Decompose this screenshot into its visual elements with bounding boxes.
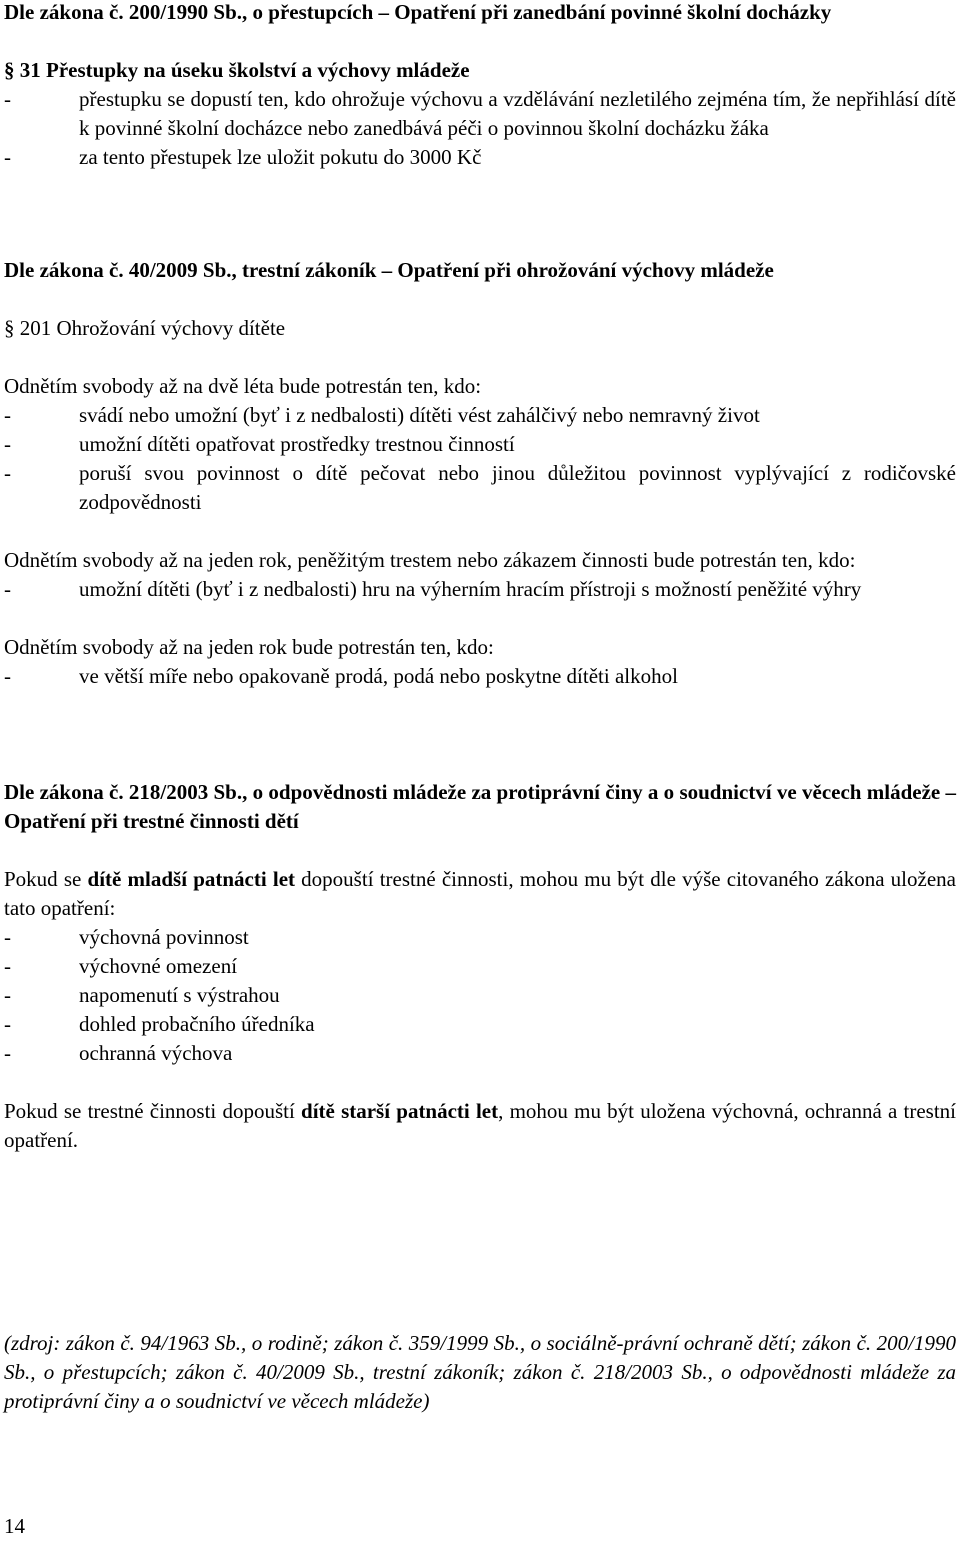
list-marker: - [4,954,11,978]
list-item-text: poruší svou povinnost o dítě pečovat nebo jinou důležitou povinnost vyplývající z rodičovské zodpovědnosti [79,461,956,514]
block-intro: Odnětím svobody až na jeden rok, peněžitým trestem nebo zákazem činnosti bude potrestán ten, kdo: [4,548,856,572]
paragraph-text: Pokud se [4,867,88,891]
section-heading [4,256,956,285]
paragraph-text: , mohou mu být uložena výchovná, ochranná a trestní opatření. [4,1099,956,1152]
source-note [4,1329,956,1416]
list-marker: - [4,432,11,456]
paragraph-title [4,314,956,343]
paragraph-title-text: 201 Ohrožování výchovy dítěte [19,316,286,340]
list-marker: - [4,983,11,1007]
list-marker: - [4,664,11,688]
block-intro: Odnětím svobody až na dvě léta bude potrestán ten, kdo: [4,374,482,398]
list-item [4,952,956,981]
heading-law-ref: Dle zákona č. 40/2009 Sb. [4,258,232,282]
list-marker: - [4,145,11,169]
block-intro: Odnětím svobody až na jeden rok bude potrestán ten, kdo: [4,635,494,659]
list-item [4,85,956,143]
section-odpovednost-mladeze [4,778,956,1155]
list-marker: - [4,403,11,427]
list-item-text: výchovná povinnost [79,925,249,949]
list-item-text: umožní dítěti (byť i z nedbalosti) hru na výherním hracím přístroji s možností peněžité výhry [79,577,862,601]
section-prestupky [4,0,956,172]
section-symbol: § [4,58,15,82]
paragraph [4,1097,956,1155]
list-marker: - [4,577,11,601]
section-symbol: § [4,316,15,340]
emphasis: dítě mladší patnácti let [87,867,296,891]
heading-law-title: , trestní zákoník – Opatření při ohrožování výchovy mládeže [231,258,774,282]
list-item [4,981,956,1010]
list-item-text: za tento přestupek lze uložit pokutu do 3000 Kč [79,145,482,169]
list-item-text: výchovné omezení [79,954,238,978]
list-item [4,430,956,459]
heading-law-title: , o přestupcích – Opatření při zanedbání povinné školní docházky [242,0,832,24]
emphasis: dítě starší patnácti let [301,1099,499,1123]
source-citation: (zdroj: zákon č. 94/1963 Sb., o rodině; zákon č. 359/1999 Sb., o sociálně-právní ochraně dětí; zákon č. 200/1990 Sb., o přestupcích; zákon č. 40/2009 Sb., trestní zákoník; zákon č. 218/2003 Sb., o odpovědnosti mládeže za protiprávní činy a o soudnictví ve věcech mládeže) [4,1331,956,1413]
section-trestni-zakonik [4,256,956,691]
list-item [4,1010,956,1039]
paragraph-title-text: 31 Přestupky na úseku školství a výchovy mládeže [19,58,470,82]
section-heading: Dle zákona č. 218/2003 Sb., o odpovědnosti mládeže za protiprávní činy a o soudnictví ve věcech mládeže – Opatření při trestné činnosti dětí [4,780,956,833]
list-item [4,401,956,430]
list-marker: - [4,87,11,111]
list-item [4,575,956,604]
heading-law-ref: Dle zákona č. 200/1990 Sb. [4,0,243,24]
list-item-text: umožní dítěti opatřovat prostředky trestnou činností [79,432,515,456]
list-marker: - [4,461,11,485]
paragraph-title [4,56,956,85]
list-item-text: ochranná výchova [79,1041,233,1065]
list-item [4,923,956,952]
list-item-text: ve větší míře nebo opakovaně prodá, podá nebo poskytne dítěti alkohol [79,664,678,688]
list-item [4,1039,956,1068]
list-item-text: svádí nebo umožní (byť i z nedbalosti) dítěti vést zahálčivý nebo nemravný život [79,403,760,427]
paragraph [4,865,956,923]
list-item [4,662,956,691]
section-heading [4,0,956,27]
list-item-text: napomenutí s výstrahou [79,983,280,1007]
list-marker: - [4,1012,11,1036]
page-number: 14 [4,1514,25,1538]
list-item-text: dohled probačního úředníka [79,1012,315,1036]
list-item [4,459,956,517]
list-marker: - [4,925,11,949]
paragraph-text: Pokud se trestné činnosti dopouští [4,1099,302,1123]
list-item-text: přestupku se dopustí ten, kdo ohrožuje výchovu a vzdělávání nezletilého zejména tím, že nepřihlásí dítě k povinné školní docházce nebo zanedbává péči o povinnou školní docházku žáka [79,87,956,140]
list-item [4,143,956,172]
list-marker: - [4,1041,11,1065]
paragraph-text: dopouští trestné činnosti, mohou mu být dle výše citovaného zákona uložena tato opatření: [4,867,956,920]
